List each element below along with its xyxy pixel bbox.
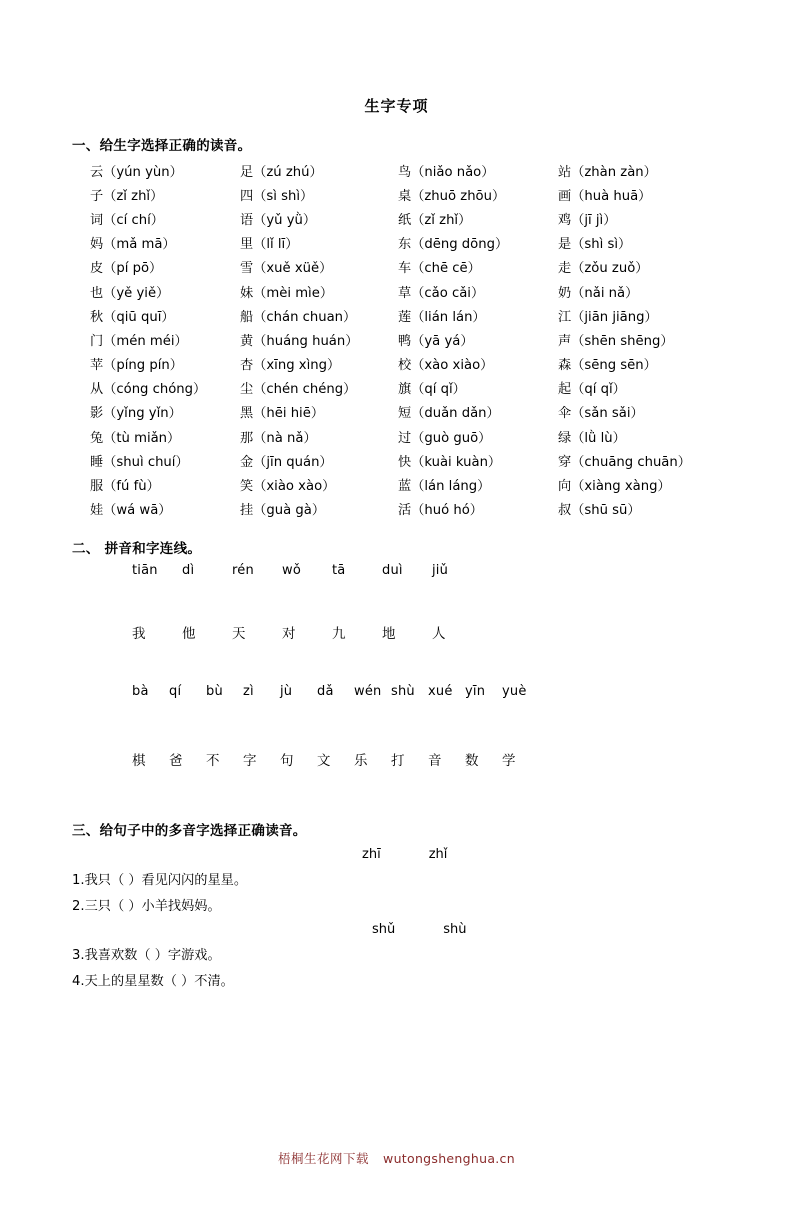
matching-exercise-2 [72, 684, 721, 769]
choice-cell[interactable]: 站（zhàn zàn） [558, 164, 657, 180]
pinyin-item[interactable]: bà [132, 683, 149, 699]
choice-cell[interactable]: 词（cí chí） [90, 212, 164, 228]
pinyin-row-1 [132, 563, 721, 578]
choice-cell[interactable]: 是（shì sì） [558, 237, 632, 253]
character-item[interactable]: 地 [382, 625, 396, 642]
pinyin-item[interactable]: qí [169, 683, 182, 699]
section-1-heading: 一、给生字选择正确的读音。 [72, 138, 252, 154]
question-item[interactable]: 3.我喜欢数（ ）字游戏。 [72, 947, 221, 963]
choice-cell[interactable]: 桌（zhuō zhōu） [398, 188, 506, 204]
choice-cell[interactable]: 杏（xīng xìng） [240, 358, 341, 374]
choice-cell[interactable]: 叔（shū sū） [558, 503, 641, 519]
choice-cell[interactable]: 鸭（yā yá） [398, 333, 474, 349]
choice-cell[interactable]: 笑（xiào xào） [240, 479, 336, 495]
tone-option[interactable]: zhī [362, 846, 381, 862]
choice-cell[interactable]: 奶（nǎi nǎ） [558, 285, 639, 301]
choice-table-body [90, 158, 708, 521]
choice-cell[interactable]: 子（zǐ zhǐ） [90, 188, 164, 204]
character-item[interactable]: 句 [280, 752, 294, 769]
table-row [90, 448, 708, 472]
pinyin-item[interactable]: bù [206, 683, 223, 699]
pinyin-item[interactable]: dì [182, 562, 195, 578]
choice-cell[interactable]: 门（mén méi） [90, 333, 188, 349]
choice-cell[interactable]: 绿（lǜ lù） [558, 430, 626, 446]
character-item[interactable]: 打 [391, 752, 405, 769]
character-row-1 [132, 622, 721, 642]
pronunciation-choice-table [90, 158, 708, 521]
table-row [90, 279, 708, 303]
character-item[interactable]: 不 [206, 752, 220, 769]
pinyin-item[interactable]: shù [391, 683, 415, 699]
pinyin-item[interactable]: jù [280, 683, 293, 699]
pinyin-item[interactable]: duì [382, 562, 403, 578]
pinyin-item[interactable]: tiān [132, 562, 158, 578]
pinyin-item[interactable]: yuè [502, 683, 527, 699]
pinyin-item[interactable]: jiǔ [432, 562, 449, 578]
pinyin-item[interactable]: tā [332, 562, 346, 578]
table-row [90, 327, 708, 351]
character-item[interactable]: 天 [232, 625, 246, 642]
choice-cell[interactable]: 也（yě yiě） [90, 285, 170, 301]
choice-cell[interactable]: 车（chē cē） [398, 261, 481, 277]
choice-cell[interactable]: 校（xào xiào） [398, 358, 494, 374]
choice-cell[interactable]: 云（yún yùn） [90, 164, 183, 180]
table-row [90, 376, 708, 400]
choice-cell[interactable]: 鸡（jī jì） [558, 212, 617, 228]
choice-cell[interactable]: 从（cóng chóng） [90, 382, 207, 398]
question-item[interactable]: 1.我只（ ）看见闪闪的星星。 [72, 872, 248, 888]
footer-watermark [0, 1149, 793, 1167]
choice-cell[interactable]: 江（jiān jiāng） [558, 309, 658, 325]
character-item[interactable]: 人 [432, 625, 446, 642]
choice-cell[interactable]: 金（jīn quán） [240, 454, 333, 470]
pinyin-item[interactable]: wén [354, 683, 382, 699]
choice-cell[interactable]: 黄（huáng huán） [240, 333, 359, 349]
choice-cell[interactable]: 声（shēn shēng） [558, 333, 674, 349]
choice-cell[interactable]: 黑（hēi hiē） [240, 406, 325, 422]
character-item[interactable]: 文 [317, 752, 331, 769]
pinyin-item[interactable]: xué [428, 683, 453, 699]
choice-cell[interactable]: 服（fú fù） [90, 479, 160, 495]
section-2-heading: 二、 拼音和字连线。 [72, 540, 202, 557]
choice-cell[interactable]: 过（guò guō） [398, 430, 492, 446]
character-row-2 [132, 749, 721, 769]
page-title: 生字专项 [364, 97, 429, 115]
character-item[interactable]: 学 [502, 752, 516, 769]
choice-cell[interactable]: 穿（chuāng chuān） [558, 454, 691, 470]
choice-cell[interactable]: 旗（qí qǐ） [398, 382, 466, 398]
choice-cell[interactable]: 语（yǔ yǜ） [240, 212, 317, 228]
choice-cell[interactable]: 兔（tù miǎn） [90, 430, 181, 446]
table-row [90, 424, 708, 448]
matching-exercise-1 [72, 563, 721, 642]
choice-cell[interactable]: 短（duǎn dǎn） [398, 406, 500, 422]
character-item[interactable]: 对 [282, 625, 296, 642]
choice-cell[interactable]: 娃（wá wā） [90, 503, 172, 519]
choice-cell[interactable]: 挂（guà gà） [240, 503, 326, 519]
character-item[interactable]: 乐 [354, 752, 368, 769]
table-row [90, 206, 708, 230]
choice-cell[interactable]: 走（zǒu zuǒ） [558, 261, 649, 277]
tone-option[interactable]: shǔ [372, 921, 396, 937]
choice-cell[interactable]: 里（lǐ lī） [240, 237, 299, 253]
character-item[interactable]: 棋 [132, 752, 146, 769]
choice-cell[interactable]: 苹（píng pín） [90, 358, 183, 374]
character-item[interactable]: 字 [243, 752, 257, 769]
table-row [90, 400, 708, 424]
choice-cell[interactable]: 皮（pí pō） [90, 261, 163, 277]
tone-options-1 [72, 847, 721, 862]
table-row [90, 231, 708, 255]
pinyin-item[interactable]: rén [232, 562, 254, 578]
choice-cell[interactable]: 蓝（lán láng） [398, 479, 491, 495]
footer-site-name: 梧桐生花网下载 [278, 1151, 370, 1166]
table-row [90, 497, 708, 521]
table-row [90, 255, 708, 279]
choice-cell[interactable]: 起（qí qǐ） [558, 382, 626, 398]
character-item[interactable]: 我 [132, 625, 146, 642]
pinyin-item[interactable]: yīn [465, 683, 486, 699]
choice-cell[interactable]: 画（huà huā） [558, 188, 652, 204]
choice-cell[interactable]: 鸟（niǎo nǎo） [398, 164, 495, 180]
choice-cell[interactable]: 活（huó hó） [398, 503, 483, 519]
tone-option[interactable]: zhǐ [428, 846, 448, 862]
pinyin-item[interactable]: wǒ [282, 562, 301, 578]
choice-cell[interactable]: 东（dēng dōng） [398, 237, 509, 253]
choice-cell[interactable]: 伞（sǎn sǎi） [558, 406, 644, 422]
choice-cell[interactable]: 妹（mèi mìe） [240, 285, 334, 301]
choice-cell[interactable]: 那（nà nǎ） [240, 430, 317, 446]
choice-cell[interactable]: 妈（mǎ mā） [90, 237, 176, 253]
character-item[interactable]: 数 [465, 752, 479, 769]
pinyin-item[interactable]: zì [243, 683, 254, 699]
character-item[interactable]: 音 [428, 752, 442, 769]
choice-cell[interactable]: 睡（shuì chuí） [90, 454, 189, 470]
choice-cell[interactable]: 莲（lián lán） [398, 309, 486, 325]
choice-cell[interactable]: 草（cǎo cǎi） [398, 285, 485, 301]
choice-cell[interactable]: 船（chán chuan） [240, 309, 357, 325]
choice-cell[interactable]: 雪（xuě xüě） [240, 261, 333, 277]
character-item[interactable]: 他 [182, 625, 196, 642]
pinyin-row-2 [132, 684, 721, 699]
choice-cell[interactable]: 森（sēng sēn） [558, 358, 657, 374]
table-row [90, 352, 708, 376]
choice-cell[interactable]: 影（yǐng yǐn） [90, 406, 182, 422]
character-item[interactable]: 爸 [169, 752, 183, 769]
table-row [90, 303, 708, 327]
worksheet-page [0, 95, 793, 1217]
table-row [90, 158, 708, 182]
choice-cell[interactable]: 足（zú zhú） [240, 164, 323, 180]
choice-cell[interactable]: 快（kuài kuàn） [398, 454, 502, 470]
tone-option[interactable]: shù [443, 921, 467, 937]
choice-cell[interactable]: 秋（qiū quī） [90, 309, 175, 325]
choice-cell[interactable]: 向（xiàng xàng） [558, 479, 671, 495]
question-item[interactable]: 2.三只（ ）小羊找妈妈。 [72, 898, 221, 914]
footer-url: wutongshenghua.cn [383, 1151, 515, 1166]
table-row [90, 182, 708, 206]
table-row [90, 472, 708, 496]
tone-options-2 [72, 922, 721, 937]
choice-cell[interactable]: 纸（zǐ zhǐ） [398, 212, 472, 228]
character-item[interactable]: 九 [332, 625, 346, 642]
choice-cell[interactable]: 尘（chén chéng） [240, 382, 357, 398]
question-item[interactable]: 4.天上的星星数（ ）不清。 [72, 973, 234, 989]
choice-cell[interactable]: 四（sì shì） [240, 188, 314, 204]
section-3-heading: 三、给句子中的多音字选择正确读音。 [72, 822, 307, 839]
pinyin-item[interactable]: dǎ [317, 683, 334, 699]
